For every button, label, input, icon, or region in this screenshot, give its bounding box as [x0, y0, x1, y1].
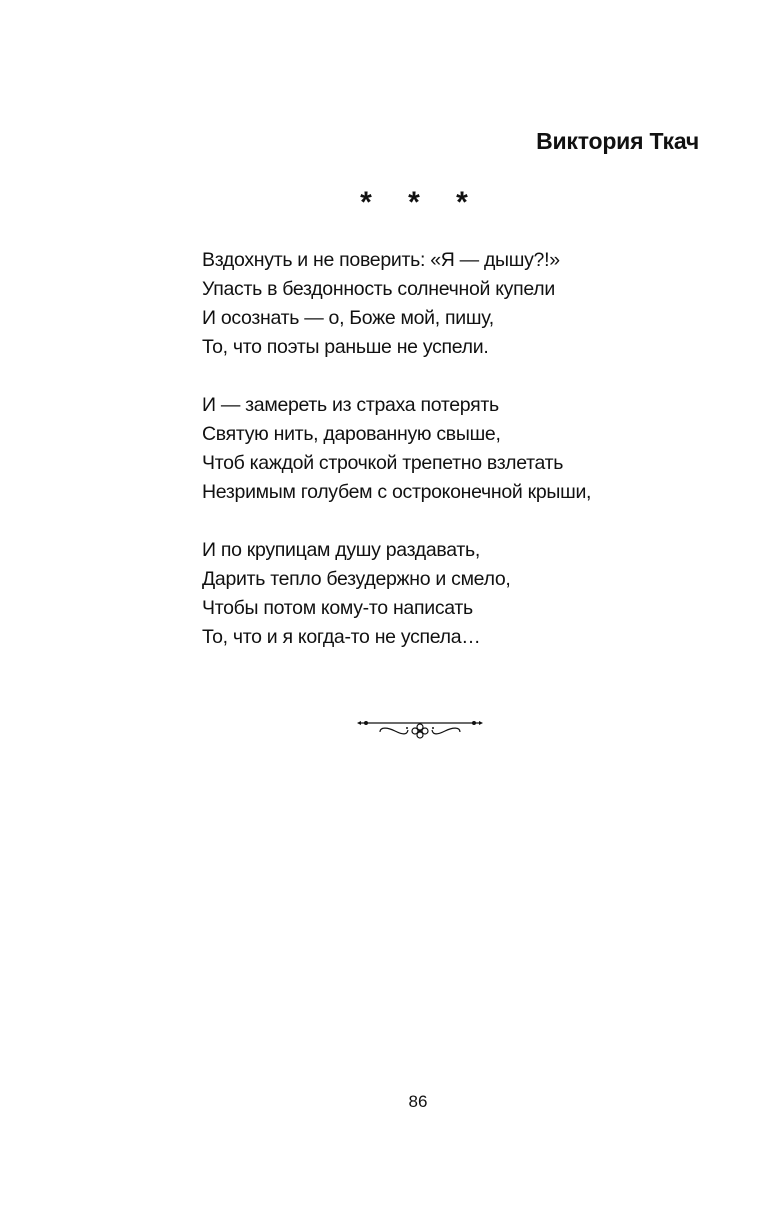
poem-line: Чтобы потом кому-то написать — [202, 597, 473, 619]
poem-line: Незримым голубем с остроконечной крыши, — [202, 481, 592, 503]
poem-line: Святую нить, дарованную свыше, — [202, 423, 501, 445]
stanza — [202, 391, 591, 507]
poem-line: И — замереть из страха потерять — [202, 394, 499, 416]
poem-line: То, что и я когда-то не успела… — [202, 626, 481, 648]
poem-line: Упасть в бездонность солнечной купели — [202, 278, 555, 300]
poem-line: То, что поэты раньше не успели. — [202, 336, 489, 358]
poem-line: И осознать — о, Боже мой, пишу, — [202, 307, 494, 329]
poem-line: И по крупицам душу раздавать, — [202, 539, 480, 561]
poem-line: Чтоб каждой строчкой трепетно взлетать — [202, 452, 564, 474]
section-separator: * * * — [360, 186, 482, 219]
author-name: Виктория Ткач — [536, 128, 699, 154]
poem-line: Дарить тепло безудержно и смело, — [202, 568, 511, 590]
stanza — [202, 246, 591, 362]
page-number: 86 — [408, 1092, 428, 1111]
ornament-divider-icon — [355, 715, 485, 745]
poem-line: Вздохнуть и не поверить: «Я — дышу?!» — [202, 249, 560, 271]
stanza — [202, 536, 591, 652]
poem — [202, 246, 591, 681]
